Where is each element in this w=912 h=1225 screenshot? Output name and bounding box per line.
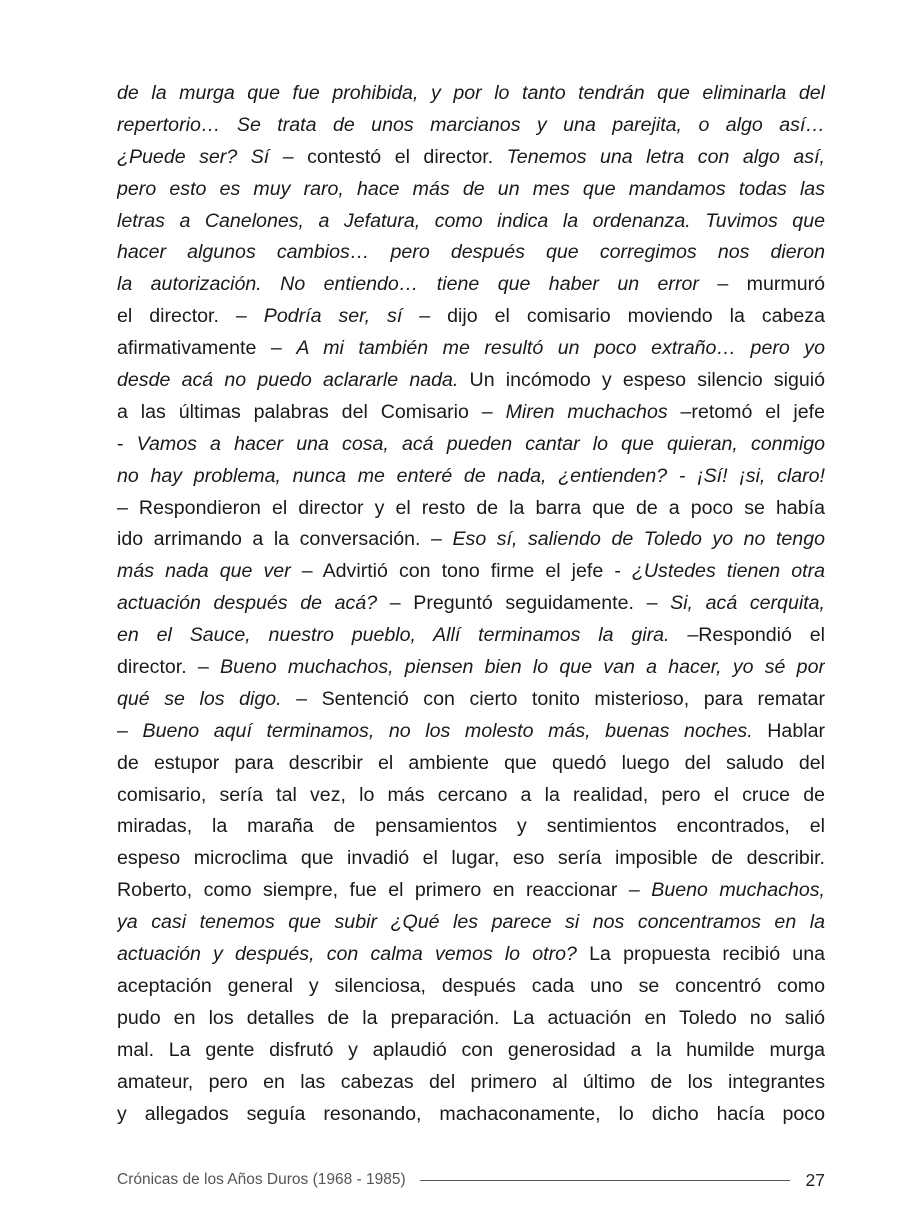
narration-text: ido arrimando a la conversación. – [117, 528, 453, 551]
italic-dialogue: ¿Ustedes tienen otra [631, 560, 825, 583]
italic-dialogue: Tenemos una letra con algo así, [506, 145, 825, 168]
text-line [117, 971, 825, 1003]
text-line [117, 78, 825, 110]
italic-dialogue: Si, acá cerquita, [670, 592, 825, 615]
narration-text: comisario, sería tal vez, lo más cercano a la realidad, pero el cruce de [117, 783, 825, 806]
italic-dialogue: de la murga que fue prohibida, y por lo tanto tendrán que eliminarla del [117, 82, 825, 104]
text-line [117, 397, 825, 429]
italic-dialogue: pero esto es muy raro, hace más de un mes que mandamos todas las [117, 177, 825, 200]
narration-text: La propuesta recibió una [576, 943, 825, 966]
narration-text: y allegados seguía resonando, machaconamente, lo dicho hacía poco [117, 1102, 825, 1125]
footer-book-title: Crónicas de los Años Duros (1968 - 1985) [117, 1171, 406, 1188]
italic-dialogue: ¿Puede ser? Sí [117, 145, 270, 168]
text-line [117, 875, 825, 907]
italic-dialogue: la autorización. No entiendo… tiene que haber un error [117, 273, 699, 296]
narration-text: amateur, pero en las cabezas del primero al último de los integrantes [117, 1070, 825, 1093]
italic-dialogue: no hay problema, nunca me enteré de nada, ¿entienden? - ¡Sí! ¡si, claro! [117, 464, 825, 487]
narration-text: pudo en los detalles de la preparación. La actuación en Toledo no salió [117, 1006, 825, 1029]
narration-text: a las últimas palabras del Comisario – [117, 400, 506, 423]
text-line [117, 524, 825, 556]
italic-dialogue: letras a Canelones, a Jefatura, como indica la ordenanza. Tuvimos que [117, 209, 825, 232]
italic-dialogue: Eso sí, saliendo de Toledo yo no tengo [452, 528, 825, 551]
page-number: 27 [805, 1169, 825, 1190]
text-line [117, 142, 825, 174]
text-line [117, 939, 825, 971]
narration-text: – Advirtió con tono firme el jefe - [290, 560, 632, 583]
narration-text: – [117, 719, 143, 742]
narration-text: miradas, la maraña de pensamientos y sentimientos encontrados, el [117, 815, 825, 838]
text-line [117, 907, 825, 939]
text-line [117, 588, 825, 620]
italic-dialogue: actuación después de acá? [117, 592, 378, 615]
text-line [117, 365, 825, 397]
italic-dialogue: desde acá no puedo aclararle nada. [117, 369, 459, 392]
narration-text: – contestó el director. [269, 145, 507, 168]
text-line [117, 493, 825, 525]
narration-text: Un incómodo y espeso silencio siguió [458, 369, 825, 392]
italic-dialogue: más nada que ver [117, 560, 291, 583]
text-line [117, 748, 825, 780]
text-line [117, 780, 825, 812]
italic-dialogue: Bueno muchachos, [651, 879, 825, 902]
italic-dialogue: Vamos a hacer una cosa, acá pueden cantar lo que quieran, conmigo [136, 432, 825, 455]
text-line [117, 1003, 825, 1035]
italic-dialogue: qué se los digo. [117, 687, 282, 710]
narration-text: – Preguntó seguidamente. – [377, 592, 671, 615]
text-line [117, 206, 825, 238]
narration-text: mal. La gente disfrutó y aplaudió con generosidad a la humilde murga [117, 1038, 825, 1061]
italic-dialogue: Podría ser, sí [263, 305, 403, 328]
narration-text: – Sentenció con cierto tonito misterioso, para rematar [281, 687, 825, 710]
italic-dialogue: ya casi tenemos que subir ¿Qué les parece si nos concentramos en la [117, 911, 825, 934]
narration-text: – Respondieron el director y el resto de la barra que de a poco se había [117, 496, 825, 519]
text-line [117, 301, 825, 333]
italic-dialogue: Bueno aquí terminamos, no los molesto más, buenas noches. [142, 719, 753, 742]
narration-text: aceptación general y silenciosa, después cada uno se concentró como [117, 974, 825, 997]
italic-dialogue: hacer algunos cambios… pero después que corregimos nos dieron [117, 241, 825, 264]
narration-text: espeso microclima que invadió el lugar, eso sería imposible de describir. [117, 847, 825, 870]
narration-text: – murmuró [698, 273, 825, 296]
narration-text: el director. – [117, 305, 264, 328]
narration-text: de estupor para describir el ambiente que quedó luego del saludo del [117, 751, 825, 774]
narration-text: Hablar [752, 719, 825, 742]
text-line [117, 716, 825, 748]
page-body-text [117, 78, 825, 1130]
text-line [117, 620, 825, 652]
text-line [117, 174, 825, 206]
narration-text: –retomó el jefe [667, 400, 825, 423]
narration-text: –Respondió el [669, 624, 825, 647]
text-line [117, 333, 825, 365]
page-footer [117, 1168, 825, 1192]
italic-dialogue: repertorio… Se trata de unos marcianos y una parejita, o algo así… [117, 113, 825, 136]
text-line [117, 652, 825, 684]
narration-text: – dijo el comisario moviendo la cabeza [402, 305, 825, 328]
narration-text: - [117, 432, 137, 455]
text-line [117, 1067, 825, 1099]
narration-text: afirmativamente – [117, 337, 297, 360]
text-line [117, 429, 825, 461]
text-line [117, 1035, 825, 1067]
text-line [117, 110, 825, 142]
text-line [117, 269, 825, 301]
narration-text: Roberto, como siempre, fue el primero en reaccionar – [117, 879, 652, 902]
italic-dialogue: en el Sauce, nuestro pueblo, Allí terminamos la gira. [117, 624, 670, 647]
italic-dialogue: Bueno muchachos, piensen bien lo que van a hacer, yo sé por [220, 656, 825, 679]
text-line [117, 556, 825, 588]
narration-text: director. – [117, 656, 221, 679]
text-line [117, 684, 825, 716]
italic-dialogue: A mi también me resultó un poco extraño… pero yo [296, 337, 825, 360]
text-line [117, 843, 825, 875]
italic-dialogue: actuación y después, con calma vemos lo otro? [117, 943, 577, 966]
text-line [117, 811, 825, 843]
text-line [117, 237, 825, 269]
footer-divider [420, 1180, 790, 1181]
text-line [117, 1099, 825, 1131]
text-line [117, 461, 825, 493]
italic-dialogue: Miren muchachos [505, 400, 668, 423]
